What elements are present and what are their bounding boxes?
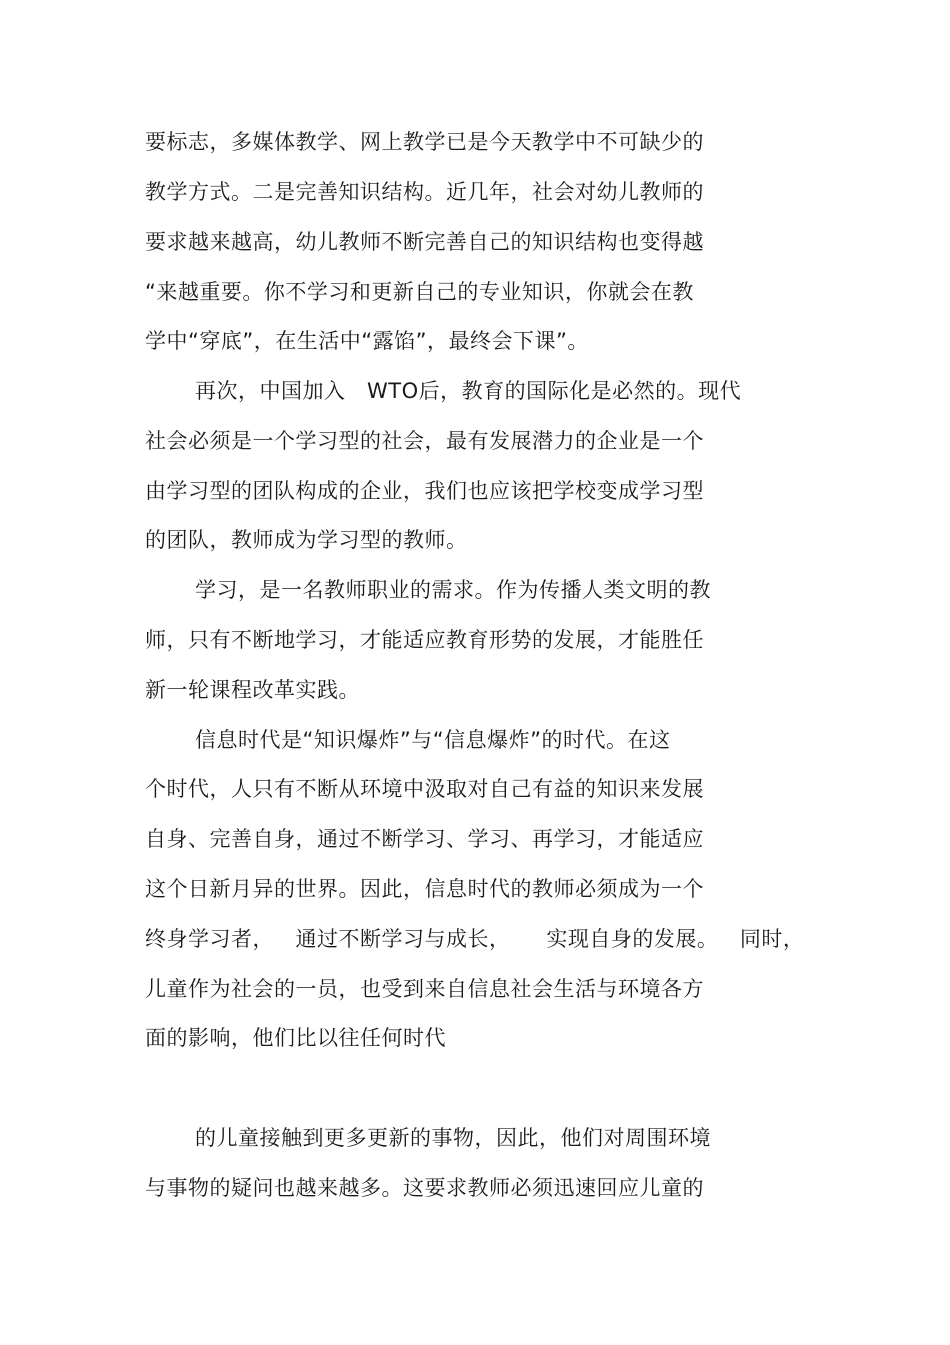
text-line: 社会必须是一个学习型的社会，最有发展潜力的企业是一个 <box>145 429 704 453</box>
paragraph-first-line: 信息时代是“知识爆炸”与“信息爆炸”的时代。在这 <box>195 728 671 752</box>
paragraph-first-line: 的儿童接触到更多更新的事物，因此，他们对周围环境 <box>195 1126 711 1150</box>
text-line: 儿童作为社会的一员，也受到来自信息社会生活与环境各方 <box>145 977 704 1001</box>
text-line: 自身、完善自身，通过不断学习、学习、再学习，才能适应 <box>145 827 704 851</box>
text-line: 的团队，教师成为学习型的教师。 <box>145 528 468 552</box>
text-line: 终身学习者， 通过不断学习与成长， 实现自身的发展。 同时， <box>145 927 805 951</box>
text-line: 要求越来越高，幼儿教师不断完善自己的知识结构也变得越 <box>145 230 704 254</box>
text-line: 这个日新月异的世界。因此，信息时代的教师必须成为一个 <box>145 877 704 901</box>
text-line: 面的影响，他们比以往任何时代 <box>145 1026 446 1050</box>
paragraph-first-line: 再次，中国加入 WTO后，教育的国际化是必然的。现代 <box>195 379 742 403</box>
text-line: 要标志，多媒体教学、网上教学已是今天教学中不可缺少的 <box>145 130 704 154</box>
text-line: 个时代，人只有不断从环境中汲取对自己有益的知识来发展 <box>145 777 704 801</box>
paragraph-first-line: 学习，是一名教师职业的需求。作为传播人类文明的教 <box>195 578 711 602</box>
text-line: “来越重要。你不学习和更新自己的专业知识，你就会在教 <box>145 280 694 304</box>
text-line: 由学习型的团队构成的企业，我们也应该把学校变成学习型 <box>145 479 704 503</box>
text-line: 学中“穿底”，在生活中“露馅”，最终会下课”。 <box>145 329 589 353</box>
text-line: 师，只有不断地学习，才能适应教育形势的发展，才能胜任 <box>145 628 704 652</box>
text-line: 教学方式。二是完善知识结构。近几年，社会对幼儿教师的 <box>145 180 704 204</box>
text-line: 与事物的疑问也越来越多。这要求教师必须迅速回应儿童的 <box>145 1176 704 1200</box>
text-line: 新一轮课程改革实践。 <box>145 678 360 702</box>
